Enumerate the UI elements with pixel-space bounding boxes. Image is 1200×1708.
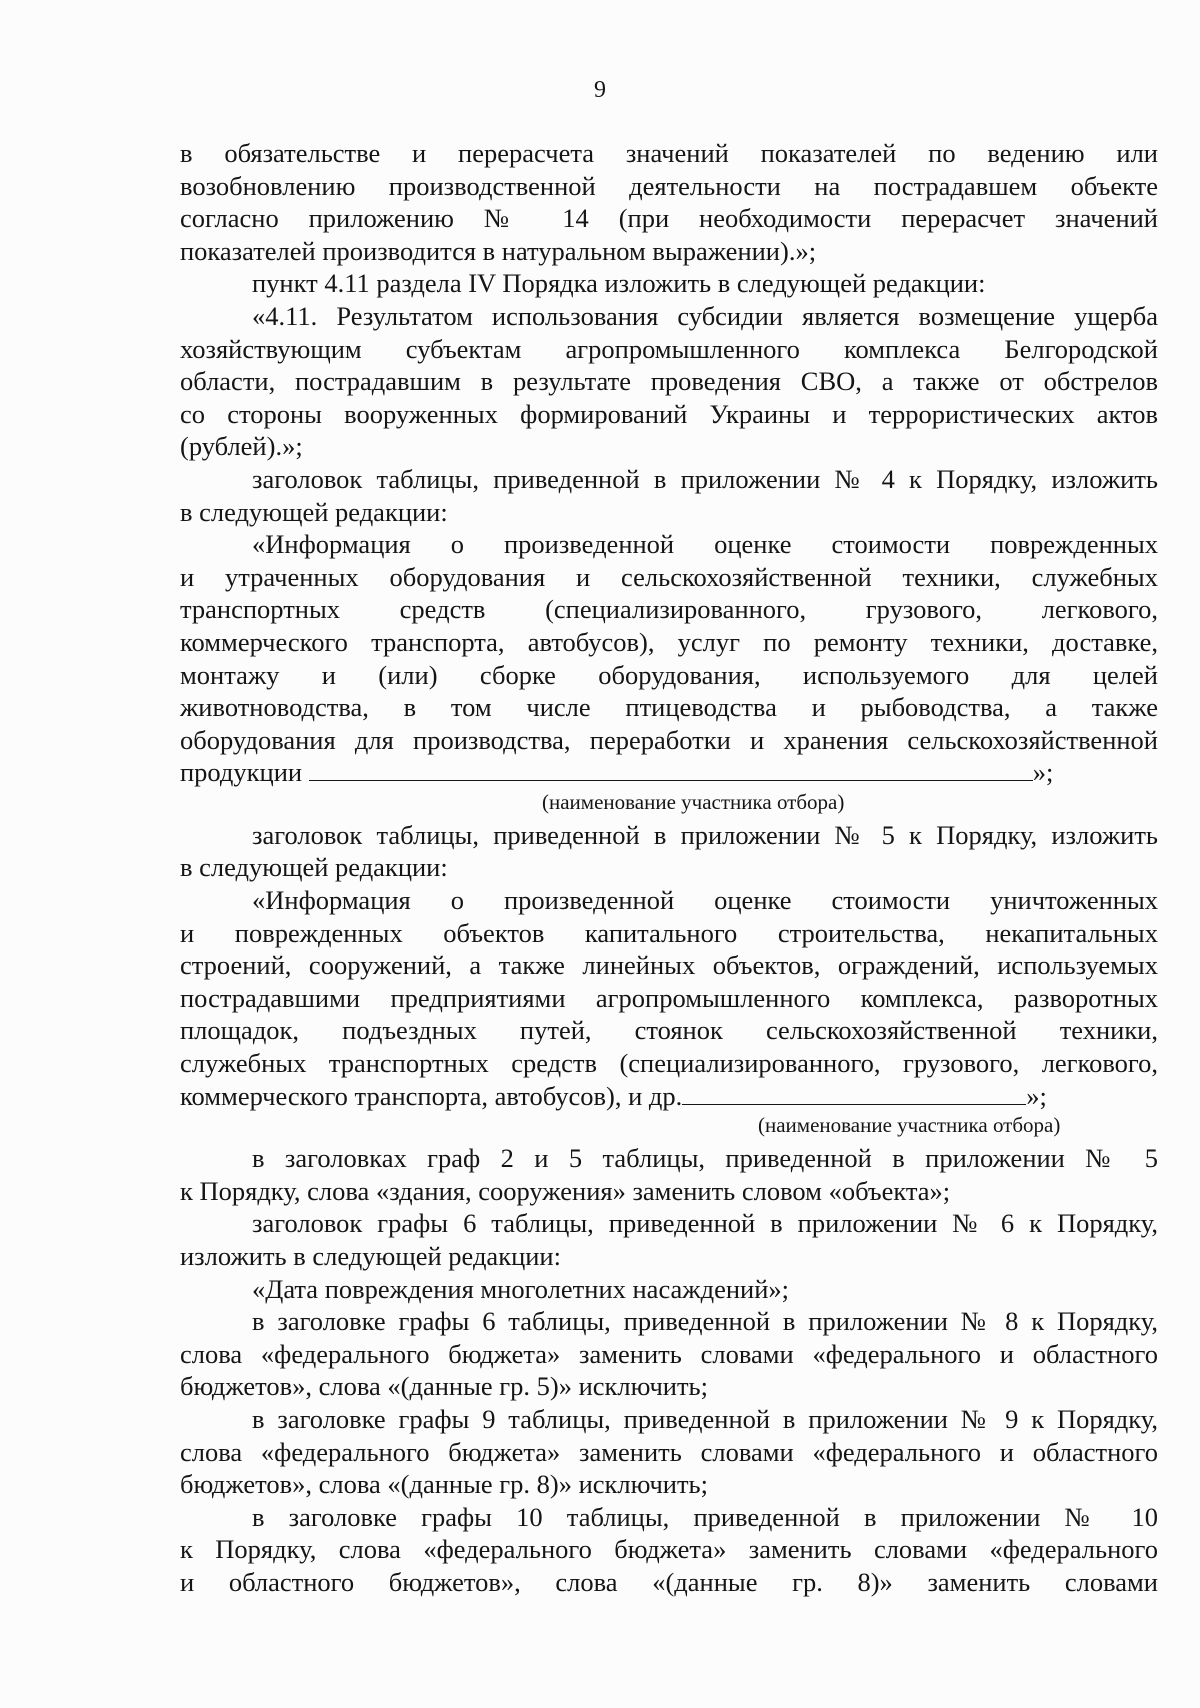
caption-row: [180, 1112, 1158, 1142]
text-fragment: »;: [1032, 757, 1054, 788]
text-line: транспортных средств (специализированного, грузового, легкового,: [180, 594, 1158, 625]
field-caption: (наименование участника отбора): [758, 1113, 1061, 1138]
text-line: возобновлению производственной деятельности на пострадавшем объекте: [180, 170, 1158, 201]
text-line: «Информация о произведенной оценке стоимости поврежденных: [252, 529, 1158, 560]
text-line: к Порядку, слова «федерального бюджета» заменить словами «федерального: [180, 1534, 1158, 1565]
text-line: монтажу и (или) сборке оборудования, используемого для целей: [180, 659, 1158, 690]
text-fragment: продукции: [180, 757, 303, 788]
text-line: слова «федерального бюджета» заменить словами «федерального и областного: [180, 1338, 1158, 1369]
text-line: в заголовке графы 6 таблицы, приведенной в приложении № 8 к Порядку,: [252, 1306, 1158, 1337]
text-line: пункт 4.11 раздела IV Порядка изложить в следующей редакции:: [252, 268, 986, 299]
text-line: области, пострадавшим в результате проведения СВО, а также от обстрелов: [180, 366, 1158, 397]
document-body: [180, 137, 1158, 1599]
caption-row: [180, 789, 1158, 819]
text-line: в заголовке графы 10 таблицы, приведенной в приложении № 10: [252, 1501, 1158, 1532]
text-line: показателей производится в натуральном выражении).»;: [180, 235, 817, 266]
text-line: и поврежденных объектов капитального строительства, некапитальных: [180, 917, 1158, 948]
text-fragment: »;: [1026, 1080, 1047, 1111]
page-number: 9: [594, 77, 606, 103]
text-line: в заголовке графы 9 таблицы, приведенной в приложении № 9 к Порядку,: [252, 1403, 1158, 1434]
text-line: бюджетов», слова «(данные гр. 8)» исключить;: [180, 1469, 708, 1500]
text-line: в заголовках граф 2 и 5 таблицы, приведенной в приложении № 5: [252, 1143, 1158, 1174]
text-line: изложить в следующей редакции:: [180, 1241, 561, 1271]
text-fragment: коммерческого транспорта, автобусов), и др.: [180, 1080, 683, 1111]
field-caption: (наименование участника отбора): [542, 789, 845, 814]
blank-field-line: [180, 756, 1158, 789]
text-line: «Информация о произведенной оценке стоимости уничтоженных: [252, 885, 1158, 916]
text-line: слова «федерального бюджета» заменить словами «федерального и областного: [180, 1436, 1158, 1467]
text-line: «Дата повреждения многолетних насаждений»;: [252, 1273, 790, 1304]
text-line: «4.11. Результатом использования субсидии является возмещение ущерба: [252, 300, 1158, 331]
text-line: (рублей).»;: [180, 431, 303, 462]
blank-field-line: [180, 1080, 1158, 1113]
text-line: строений, сооружений, а также линейных объектов, ограждений, используемых: [180, 950, 1158, 981]
text-line: коммерческого транспорта, автобусов), услуг по ремонту техники, доставке,: [180, 626, 1158, 657]
text-line: оборудования для производства, переработки и хранения сельскохозяйственной: [180, 724, 1158, 755]
text-line: животноводства, в том числе птицеводства и рыбоводства, а также: [180, 692, 1158, 723]
text-line: служебных транспортных средств (специализированного, грузового, легкового,: [180, 1048, 1158, 1079]
text-line: в следующей редакции:: [180, 496, 448, 527]
text-line: и областного бюджетов», слова «(данные гр. 8)» заменить словами: [180, 1566, 1158, 1597]
underline-blank: [682, 1080, 1026, 1105]
text-line: в обязательстве и перерасчета значений показателей по ведению или: [180, 138, 1158, 168]
text-line: пострадавшими предприятиями агропромышленного комплекса, разворотных: [180, 982, 1158, 1013]
text-line: заголовок таблицы, приведенной в приложении № 4 к Порядку, изложить: [252, 463, 1158, 494]
text-line: заголовок таблицы, приведенной в приложении № 5 к Порядку, изложить: [252, 819, 1158, 850]
text-line: и утраченных оборудования и сельскохозяйственной техники, служебных: [180, 561, 1158, 592]
text-line: согласно приложению № 14 (при необходимости перерасчет значений: [180, 203, 1158, 234]
text-line: к Порядку, слова «здания, сооружения» заменить словом «объекта»;: [180, 1175, 951, 1206]
text-line: со стороны вооруженных формирований Украины и террористических актов: [180, 398, 1158, 429]
text-line: в следующей редакции:: [180, 852, 448, 883]
text-line: площадок, подъездных путей, стоянок сельскохозяйственной техники,: [180, 1015, 1158, 1046]
text-line: хозяйствующим субъектам агропромышленного комплекса Белгородской: [180, 333, 1158, 364]
text-line: бюджетов», слова «(данные гр. 5)» исключить;: [180, 1371, 708, 1402]
underline-blank: [309, 756, 1033, 781]
text-line: заголовок графы 6 таблицы, приведенной в приложении № 6 к Порядку,: [252, 1208, 1158, 1239]
